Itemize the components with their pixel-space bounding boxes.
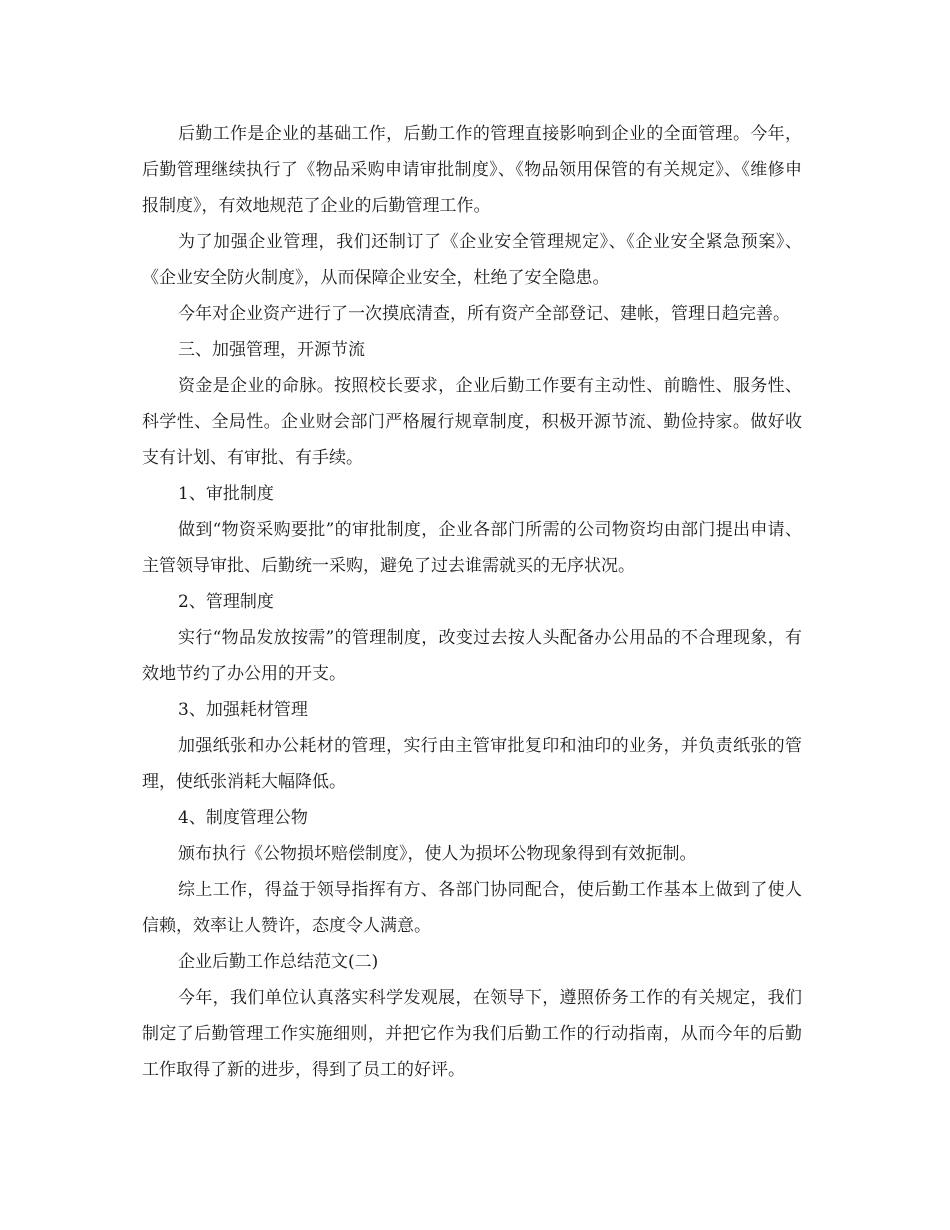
subheading-consumables: 3、加强耗材管理: [178, 700, 308, 720]
subheading-public-property: 4、制度管理公物: [178, 808, 308, 828]
paragraph-sample-two-intro: 今年，我们单位认真落实科学发观展，在领导下，遵照侨务工作的有关规定，我们制定了后勤管理工作实施细则，并把它作为我们后勤工作的行动指南，从而今年的后勤工作取得了新的进步，得到了员工的好评。: [142, 988, 802, 1080]
document-page: [142, 116, 802, 1088]
paragraph-management-system: 实行“物品发放按需”的管理制度，改变过去按人头配备办公用品的不合理现象，有效地节约了办公用的开支。: [142, 628, 802, 684]
paragraph-summary: 综上工作，得益于领导指挥有方、各部门协同配合，使后勤工作基本上做到了使人信赖，效率让人赞许，态度令人满意。: [142, 880, 802, 936]
paragraph-public-property: 颁布执行《公物损坏赔偿制度》，使人为损坏公物现象得到有效扼制。: [178, 844, 697, 864]
paragraph-logistics-foundation: 后勤工作是企业的基础工作，后勤工作的管理直接影响到企业的全面管理。今年，后勤管理继续执行了《物品采购申请审批制度》、《物品领用保管的有关规定》、《维修申报制度》，有效地规范了企业的后勤管理工作。: [142, 124, 802, 216]
paragraph-approval-system: 做到“物资采购要批”的审批制度，企业各部门所需的公司物资均由部门提出申请、主管领导审批、后勤统一采购，避免了过去谁需就买的无序状况。: [142, 520, 802, 576]
paragraph-funding: 资金是企业的命脉。按照校长要求，企业后勤工作要有主动性、前瞻性、服务性、科学性、全局性。企业财会部门严格履行规章制度，积极开源节流、勤俭持家。做好收支有计划、有审批、有手续。: [142, 376, 802, 468]
paragraph-safety-management: 为了加强企业管理，我们还制订了《企业安全管理规定》、《企业安全紧急预案》、《企业安全防火制度》，从而保障企业安全，杜绝了安全隐患。: [142, 232, 802, 288]
section-heading-strengthen-management: 三、加强管理，开源节流: [178, 340, 365, 360]
subheading-approval-system: 1、审批制度: [178, 484, 274, 504]
paragraph-asset-inventory: 今年对企业资产进行了一次摸底清查，所有资产全部登记、建帐，管理日趋完善。: [178, 304, 790, 324]
subheading-management-system: 2、管理制度: [178, 592, 274, 612]
section-title-sample-two: 企业后勤工作总结范文(二): [178, 952, 379, 972]
paragraph-consumables: 加强纸张和办公耗材的管理，实行由主管审批复印和油印的业务，并负责纸张的管理，使纸张消耗大幅降低。: [142, 736, 802, 792]
